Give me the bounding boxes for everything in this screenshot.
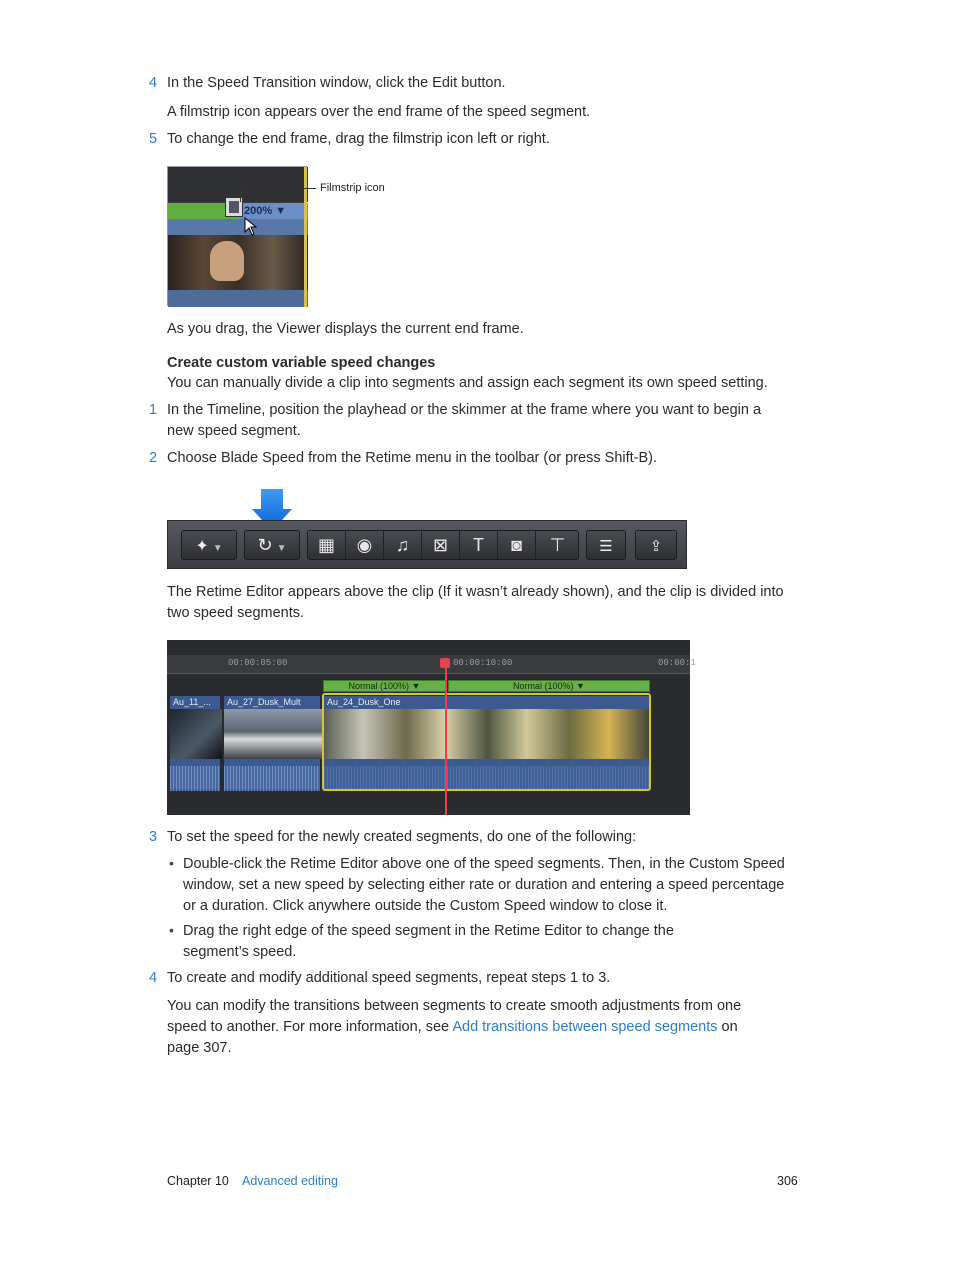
step-number: 2	[149, 450, 158, 466]
share-button[interactable]	[635, 530, 677, 560]
titles-icon[interactable]: T	[460, 531, 498, 559]
transitions-icon[interactable]: ⊠	[422, 531, 460, 559]
paragraph: two speed segments.	[167, 605, 305, 621]
timeline-figure	[167, 640, 696, 815]
clip-label: Au_11_...	[173, 697, 211, 707]
bullet-text: segment’s speed.	[183, 944, 297, 960]
step-text: To create and modify additional speed segments, repeat steps 1 to 3.	[167, 970, 611, 986]
playhead-handle[interactable]	[440, 658, 450, 668]
step-text: To set the speed for the newly created segments, do one of the following:	[167, 829, 637, 845]
magic-wand-icon: ✦	[195, 538, 209, 555]
enhancements-button[interactable]: ✦ ▼	[181, 530, 237, 560]
share-icon: ⇪	[649, 538, 663, 555]
music-icon[interactable]: ♫	[384, 531, 422, 559]
filmstrip-figure	[167, 166, 307, 306]
callout-label: Filmstrip icon	[320, 182, 385, 194]
page-number: 306	[777, 1174, 798, 1188]
retime-segment[interactable]: Normal (100%) ▼	[323, 680, 446, 692]
callout-line	[240, 188, 241, 202]
text-run: speed to another. For more information, see	[167, 1019, 453, 1035]
bullet-marker: •	[169, 922, 174, 938]
clip-browser-icon[interactable]: ▦	[308, 531, 346, 559]
clip-label: Au_27_Dusk_Mult	[227, 697, 301, 707]
bullet-marker: •	[169, 855, 174, 871]
paragraph	[167, 1017, 738, 1038]
footer-section-link[interactable]: Advanced editing	[242, 1174, 338, 1188]
timecode-label: 00:00:1	[658, 658, 696, 668]
retime-button[interactable]: ↻ ▼	[244, 530, 300, 560]
selection-outline	[322, 693, 651, 791]
timecode-label: 00:00:10:00	[453, 658, 513, 668]
bullet-text: Double-click the Retime Editor above one of the speed segments. Then, in the Custom Speed	[183, 856, 785, 872]
step-number: 5	[149, 131, 158, 147]
camera-icon[interactable]: ◉	[346, 531, 384, 559]
step-text: Choose Blade Speed from the Retime menu in the toolbar (or press Shift-B).	[167, 450, 658, 466]
timeline-clip[interactable]	[169, 695, 221, 790]
step-text: To change the end frame, drag the filmstrip icon left or right.	[167, 131, 550, 147]
sliders-icon: ☰	[599, 538, 613, 555]
step-number: 4	[149, 970, 158, 986]
paragraph: page 307.	[167, 1040, 232, 1056]
timecode-label: 00:00:05:00	[228, 658, 288, 668]
clip-label: Au_24_Dusk_One	[327, 697, 401, 707]
retime-icon: ↻	[257, 535, 273, 555]
step-number: 3	[149, 829, 158, 845]
speed-label: 200% ▼	[244, 205, 287, 217]
themes-icon[interactable]: ⊤	[549, 535, 566, 555]
step-text: new speed segment.	[167, 423, 301, 439]
callout-line	[240, 188, 316, 189]
footer-chapter: Chapter 10	[167, 1174, 229, 1188]
bullet-text: or a duration. Click anywhere outside the Custom Speed window to close it.	[183, 898, 668, 914]
step-text: In the Timeline, position the playhead or the skimmer at the frame where you want to begin a	[167, 402, 762, 418]
paragraph: You can modify the transitions between segments to create smooth adjustments from one	[167, 998, 742, 1014]
browser-buttons	[307, 530, 579, 560]
paragraph: The Retime Editor appears above the clip (If it wasn’t already shown), and the clip is divided into	[167, 584, 784, 600]
toolbar	[167, 520, 687, 569]
inspector-button[interactable]	[586, 530, 626, 560]
cross-reference-link[interactable]: Add transitions between speed segments	[452, 1019, 718, 1035]
playhead[interactable]	[445, 660, 447, 815]
step-text: In the Speed Transition window, click the Edit button.	[167, 75, 506, 91]
bullet-text: Drag the right edge of the speed segment in the Retime Editor to change the	[183, 923, 674, 939]
paragraph: As you drag, the Viewer displays the current end frame.	[167, 321, 524, 337]
retime-segment[interactable]: Normal (100%) ▼	[448, 680, 650, 692]
step-text: A filmstrip icon appears over the end frame of the speed segment.	[167, 104, 591, 120]
section-heading: Create custom variable speed changes	[167, 355, 436, 371]
step-number: 4	[149, 75, 158, 91]
bullet-text: window, set a new speed by selecting either rate or duration and entering a speed percentage	[183, 877, 785, 893]
step-number: 1	[149, 402, 158, 418]
generators-icon[interactable]: ◙	[498, 531, 536, 559]
paragraph: You can manually divide a clip into segments and assign each segment its own speed setting.	[167, 375, 768, 391]
cursor-icon	[244, 217, 258, 237]
text-run: on	[717, 1019, 738, 1035]
timeline-clip[interactable]	[223, 695, 321, 790]
